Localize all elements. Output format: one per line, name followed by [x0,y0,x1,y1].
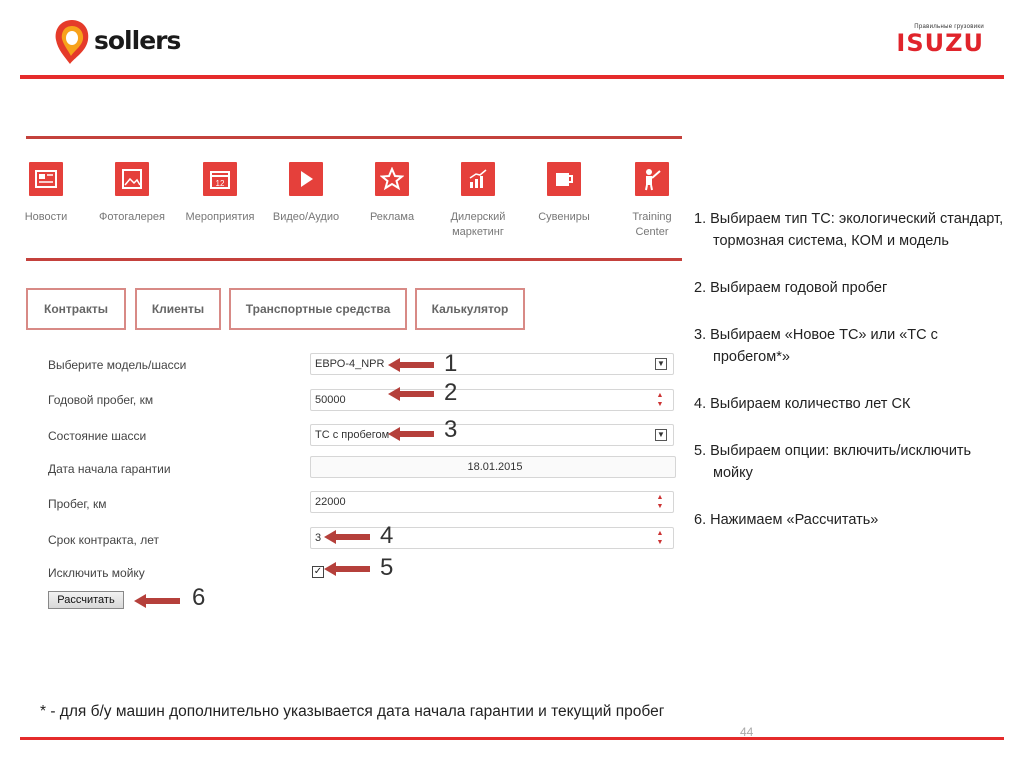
nav-item-dealer-marketing[interactable] [438,162,518,240]
footer-divider [20,737,1004,740]
model-select[interactable] [310,353,674,375]
svg-text:12: 12 [215,179,225,188]
nav-item-news[interactable] [6,162,86,225]
term-value: 3 [315,532,322,544]
nav-label: Реклама [369,211,415,223]
isuzu-logo [896,24,984,56]
exclude-wash-checkbox[interactable]: ✓ [313,566,323,577]
marker-1: 1 [444,350,458,377]
nav-label: Мероприятия [185,211,255,223]
exclude-wash-label: Исключить мойку [48,566,145,580]
state-label: Состояние шасси [48,429,147,443]
instruction-step: 2. Выбираем годовой пробег [694,280,888,296]
teacher-icon [635,162,669,196]
instruction-step: 1. Выбираем тип ТС: экологический стандарт, тормозная система, КОМ и модель [694,211,1004,249]
sollers-logo-text: sollers [94,26,181,55]
photo-icon [115,162,149,196]
warranty-date-label: Дата начала гарантии [48,462,171,476]
marker-3: 3 [444,416,458,443]
instruction-step: 6. Нажимаем «Рассчитать» [694,512,879,528]
footnote: * - для б/у машин дополнительно указывается дата начала гарантии и текущий пробег [40,703,665,720]
warranty-date-input[interactable] [310,456,676,478]
current-mileage-value: 22000 [315,496,346,508]
sollers-logo [52,18,192,66]
nav-item-events[interactable] [180,162,260,225]
tab-vehicles[interactable]: Транспортные средства [229,288,407,330]
arrow-icon [134,594,180,608]
current-mileage-label: Пробег, км [48,497,107,511]
warranty-date-value: 18.01.2015 [467,461,523,473]
mileage-label: Годовой пробег, км [48,393,154,407]
nav-item-ads[interactable] [352,162,432,225]
nav-item-training[interactable] [612,162,692,240]
nav-item-photo[interactable] [92,162,172,225]
model-label: Выберите модель/шасси [48,358,187,372]
nav-item-souvenirs[interactable] [524,162,604,225]
marker-6: 6 [192,584,206,611]
calendar-icon [203,162,237,196]
isuzu-brand: ISUZU [896,29,984,57]
nav-label-text: Training Center [632,211,672,238]
tab-contracts[interactable]: Контракты [26,288,126,330]
tab-clients[interactable]: Клиенты [135,288,221,330]
instruction-step: 3. Выбираем «Новое ТС» или «ТС с пробегом*» [694,327,938,365]
marker-4: 4 [380,522,394,549]
instruction-step: 5. Выбираем опции: включить/исключить мойку [694,443,972,481]
top-red-line [26,136,682,139]
nav-divider [26,258,682,261]
nav-label: Новости [24,211,68,223]
arrow-icon [324,562,370,576]
mileage-value: 50000 [315,394,346,406]
nav-label [612,210,692,240]
chevron-down-icon[interactable]: ▼ [655,429,667,441]
chevron-down-icon[interactable]: ▼ [655,358,667,370]
sollers-logo-mark [52,18,92,66]
star-icon [375,162,409,196]
mug-icon [547,162,581,196]
term-label: Срок контракта, лет [48,533,159,547]
calculator-screenshot [26,136,682,616]
spinner-icon[interactable]: ▲ ▼ [656,530,664,546]
arrow-icon [324,530,370,544]
nav-item-video[interactable] [266,162,346,225]
spinner-icon[interactable]: ▲ ▼ [656,494,664,510]
marker-5: 5 [380,554,394,581]
isuzu-tagline: Правильные грузовики [914,24,984,30]
nav-label: Видео/Аудио [272,211,340,223]
arrow-icon [388,358,434,372]
current-mileage-input[interactable] [310,491,674,513]
calculate-button[interactable]: Рассчитать [48,591,124,609]
arrow-icon [388,387,434,401]
instructions-list [694,208,1004,556]
nav-label: Фотогалерея [99,211,165,223]
arrow-icon [388,427,434,441]
nav-label: Дилерский маркетинг [450,211,506,238]
spinner-icon[interactable]: ▲ ▼ [656,392,664,408]
instruction-step: 4. Выбираем количество лет СК [694,396,911,412]
model-value: ЕВРО-4_NPR [315,358,385,370]
mileage-input[interactable] [310,389,674,411]
state-select[interactable] [310,424,674,446]
state-value: ТС с пробегом [315,429,390,441]
tab-calculator[interactable]: Калькулятор [415,288,525,330]
nav-label: Сувениры [538,211,590,223]
news-icon [29,162,63,196]
chart-icon [461,162,495,196]
header-divider [20,75,1004,79]
marker-2: 2 [444,379,458,406]
play-icon [289,162,323,196]
page-number: 44 [740,725,754,739]
